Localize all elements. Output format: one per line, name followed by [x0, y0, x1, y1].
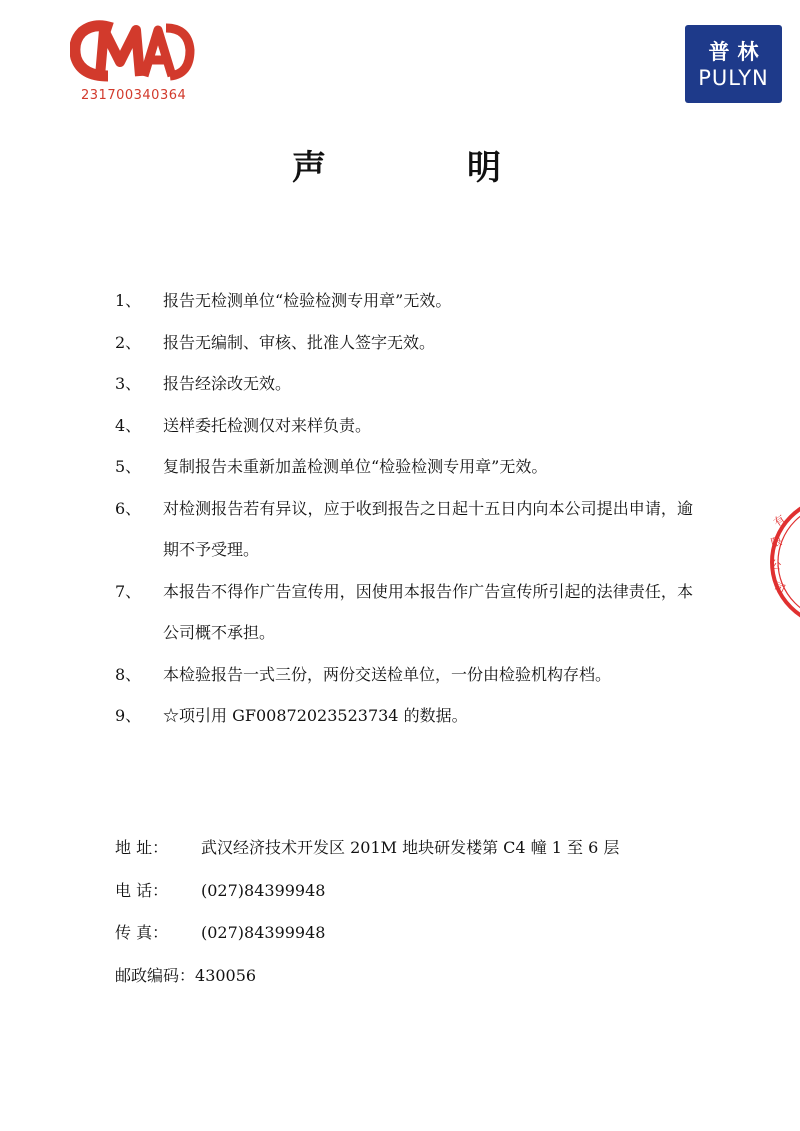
statement-text: 报告无检测单位“检验检测专用章”无效。 — [163, 291, 452, 310]
statement-item — [115, 322, 695, 364]
company-logo — [685, 25, 782, 103]
fax-row — [115, 912, 619, 955]
statement-text: 送样委托检测仅对来样负责。 — [163, 415, 372, 435]
phone-row — [115, 870, 619, 913]
cma-logo — [70, 18, 195, 108]
statement-number: 9、 — [115, 706, 142, 725]
address-value: 武汉经济技术开发区 201M 地块研发楼第 C4 幢 1 至 6 层 — [201, 838, 620, 857]
statement-item — [115, 695, 695, 737]
statement-number: 8、 — [115, 664, 142, 684]
phone-label: 电 话： — [115, 880, 169, 900]
statement-text: 复制报告未重新加盖检测单位“检验检测专用章”无效。 — [163, 457, 548, 476]
statement-number: 7、 — [115, 581, 142, 601]
cma-mark-icon — [70, 18, 195, 88]
seal-icon — [760, 495, 800, 630]
statement-text: 报告无编制、审核、批准人签字无效。 — [163, 332, 436, 352]
statement-number: 5、 — [115, 457, 142, 476]
company-logo-en: PULYN — [698, 66, 769, 90]
postcode-value: 430056 — [195, 965, 257, 985]
fax-value: (027)84399948 — [201, 923, 326, 942]
postcode-label: 邮政编码： — [115, 965, 196, 985]
statement-list — [115, 280, 695, 737]
statement-number: 1、 — [115, 291, 142, 310]
statement-text: 本检验报告一式三份，两份交送检单位，一份由检验机构存档。 — [163, 664, 612, 684]
statement-number: 6、 — [115, 498, 142, 518]
address-label: 地 址： — [115, 838, 169, 857]
statement-item — [115, 571, 695, 654]
statement-item — [115, 363, 695, 405]
contact-info — [115, 827, 619, 997]
statement-text: ☆项引用 GF00872023523734 的数据。 — [163, 706, 468, 725]
statement-item — [115, 654, 695, 696]
statement-number: 4、 — [115, 415, 142, 435]
fax-label: 传 真： — [115, 923, 169, 942]
statement-item — [115, 280, 695, 322]
statement-number: 2、 — [115, 332, 142, 352]
phone-value: (027)84399948 — [201, 880, 326, 900]
page-title-char-1: 声 — [292, 148, 326, 188]
statement-item — [115, 488, 695, 571]
statement-number: 3、 — [115, 374, 142, 393]
postcode-row — [115, 955, 619, 998]
statement-item — [115, 446, 695, 488]
company-logo-cn: 普林 — [708, 40, 767, 64]
svg-text:有: 有 — [771, 512, 788, 530]
statement-text: 对检测报告若有异议，应于收到报告之日起十五日内向本公司提出申请，逾期不予受理。 — [163, 498, 693, 559]
company-seal-fragment — [760, 495, 800, 630]
address-row — [115, 827, 619, 870]
statement-text: 报告经涂改无效。 — [163, 374, 292, 393]
statement-item — [115, 405, 695, 447]
svg-text:限: 限 — [769, 534, 784, 550]
page-title-char-2: 明 — [467, 148, 501, 188]
statement-text: 本报告不得作广告宣传用，因使用本报告作广告宣传所引起的法律责任，本公司概不承担。 — [163, 581, 693, 642]
cma-certificate-number: 231700340364 — [81, 88, 187, 103]
svg-text:司: 司 — [771, 579, 788, 597]
svg-text:公: 公 — [769, 558, 782, 572]
